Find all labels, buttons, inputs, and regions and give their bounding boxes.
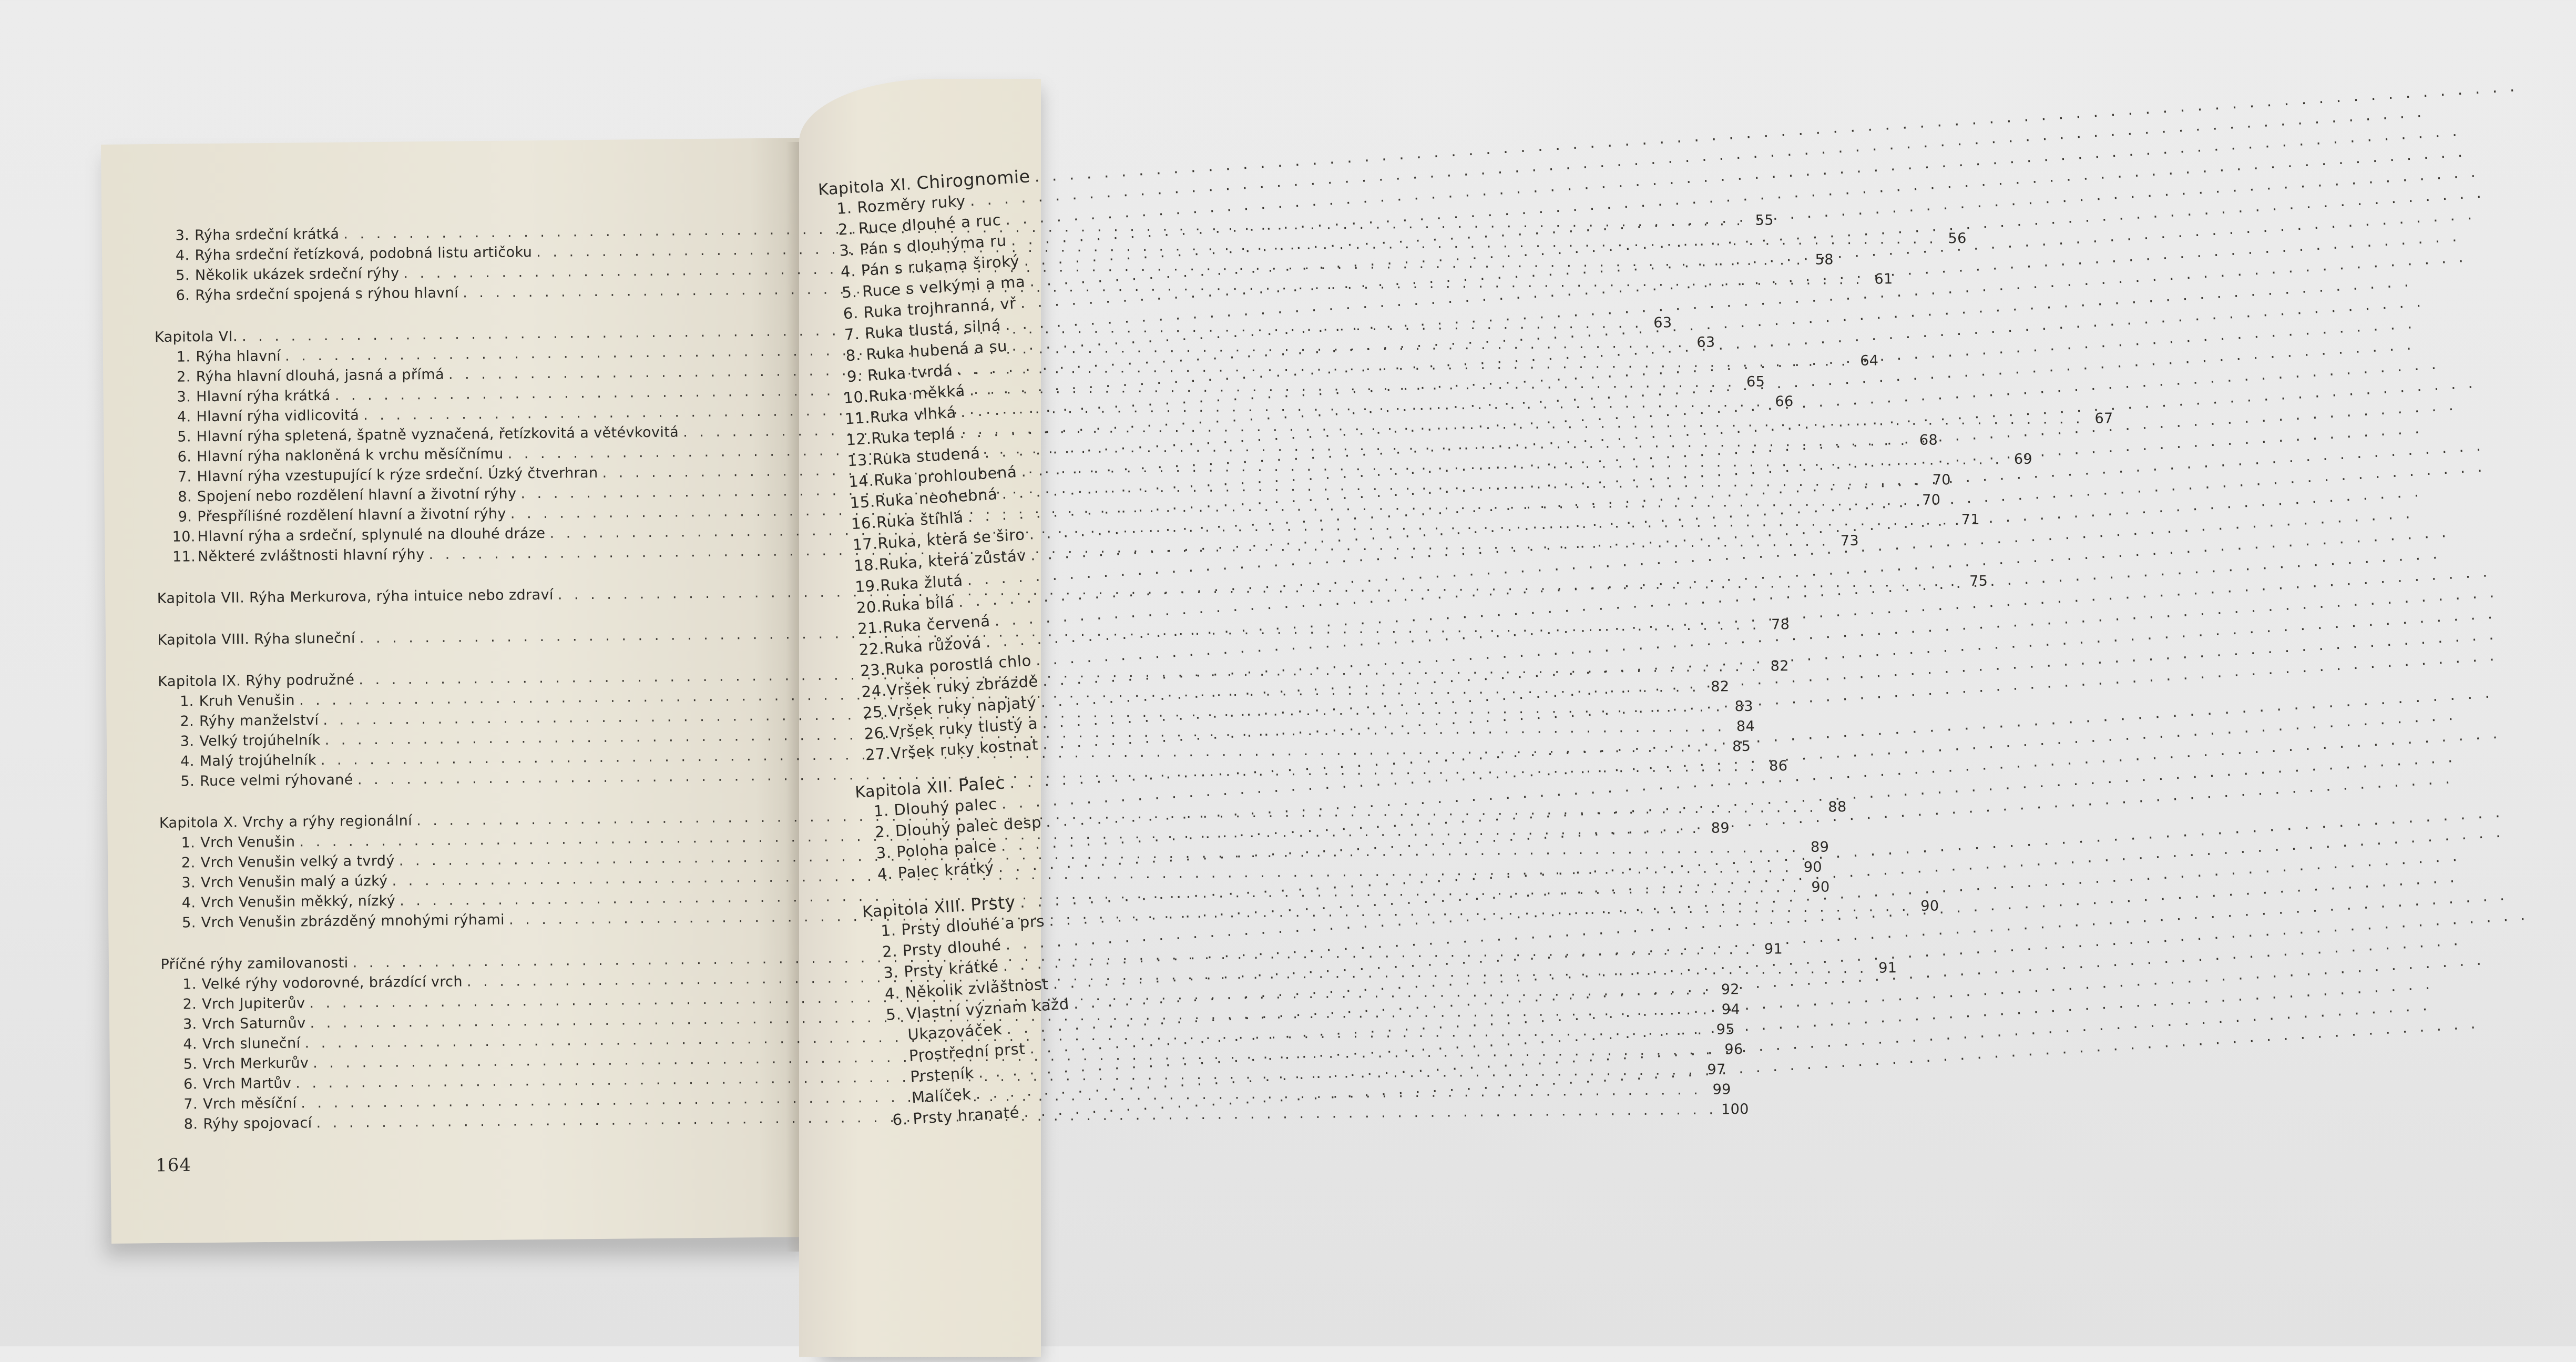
toc-page-number: 82 xyxy=(1711,678,1730,695)
toc-entry-text: Několik ukázek srdeční rýhy xyxy=(195,265,400,284)
toc-page-number: 58 xyxy=(1815,251,1834,268)
toc-entry-number: 3. xyxy=(180,733,195,750)
toc-entry-number: 24. xyxy=(861,681,887,701)
toc-entry-number: 19. xyxy=(854,576,881,596)
toc-page-number: 67 xyxy=(2094,410,2113,427)
toc-entry-number: 4. xyxy=(840,261,856,281)
toc-page-number: 82 xyxy=(1770,658,1789,675)
toc-entry-text: Ruce s velkými a ma xyxy=(862,272,1026,301)
toc-heading-text: Kapitola IX. Rýhy podružné xyxy=(158,672,355,690)
toc-entry-number: 6. xyxy=(892,1110,908,1129)
toc-entry-number: 2. xyxy=(874,822,891,841)
toc-entry-number: 27. xyxy=(865,744,891,764)
toc-entry-text: Vrch Jupiterův xyxy=(202,995,305,1013)
toc-entry-number: 20. xyxy=(855,597,882,617)
toc-entry-number: 6. xyxy=(183,1076,198,1093)
toc-entry-text: Ruka tvrdá xyxy=(866,361,954,384)
toc-entry-number: 1. xyxy=(176,349,191,365)
toc-entry-number: 4. xyxy=(177,409,191,425)
toc-entry-number: 5. xyxy=(841,282,858,302)
toc-entry-text: Ruce dlouhé a ruc xyxy=(857,210,1002,238)
toc-heading-title: Palec xyxy=(957,772,1006,796)
toc-entry-number: 1. xyxy=(836,199,853,218)
toc-page-number: 96 xyxy=(1724,1041,1743,1058)
toc-entry-text: Ruka teplá xyxy=(871,424,956,448)
toc-entry-number: 5. xyxy=(885,1005,902,1024)
page-number: 164 xyxy=(155,1154,192,1176)
toc-page-number: 90 xyxy=(1920,898,1939,914)
toc-entry-text: Vrch Venušin malý a úzký xyxy=(200,872,388,891)
toc-heading-text: Kapitola VII. Rýha Merkurova, rýha intuice nebo zdraví xyxy=(157,586,554,607)
toc-entry-text: Ruka červená xyxy=(882,612,991,636)
toc-page-number: 94 xyxy=(1721,1001,1741,1018)
toc-entry-text: Několik zvláštnost xyxy=(904,975,1049,1002)
toc-entry-number: 2. xyxy=(837,220,854,239)
toc-entry-number: 1. xyxy=(880,921,897,940)
toc-entry-number: 11. xyxy=(172,548,196,565)
toc-entry-text: Ruka bílá xyxy=(881,593,955,616)
toc-page-number: 91 xyxy=(1764,941,1783,958)
toc-entry-text: Ruce velmi rýhované xyxy=(199,771,354,790)
toc-entry-number: 1. xyxy=(873,801,890,820)
toc-heading-text: Kapitola VI. xyxy=(154,328,238,345)
toc-entry-text: Dlouhý palec desp xyxy=(894,813,1042,840)
toc-page-number: 56 xyxy=(1948,230,1967,247)
toc-entry-text: Ruka žlutá xyxy=(880,571,964,595)
toc-entry-number: 13. xyxy=(846,450,873,470)
toc-entry-number: 17. xyxy=(852,534,878,554)
toc-page-number: 92 xyxy=(1721,981,1740,998)
toc-entry-number: 1. xyxy=(179,693,194,710)
toc-page-number: 83 xyxy=(1734,698,1754,715)
toc-entry-text: Hlavní rýha spletená, špatně vyznačená, řetízkovitá a větévkovitá xyxy=(196,424,679,445)
toc-entry-number: 5. xyxy=(177,429,191,445)
toc-entry-text: Rýha hlavní dlouhá, jasná a přímá xyxy=(196,366,445,385)
toc-entry-number: 9. xyxy=(178,509,192,525)
toc-entry-number: 15. xyxy=(849,492,876,512)
toc-entry-text: Hlavní rýha vidlicovitá xyxy=(196,407,360,425)
toc-heading-label: Kapitola XIII. xyxy=(862,897,966,922)
toc-heading-title: Chirognomie xyxy=(916,166,1031,194)
toc-entry-number xyxy=(883,1040,903,1041)
toc-entry-text: Rýhy manželství xyxy=(199,712,319,730)
toc-entry-number: 3. xyxy=(175,227,190,244)
toc-page-number: 70 xyxy=(1922,492,1941,509)
toc-entry-number: 7. xyxy=(177,469,192,485)
toc-entry-number: 16. xyxy=(851,513,877,533)
toc-entry-number: 6. xyxy=(842,303,859,323)
toc-entry-text: Přespříliśné rozdělení hlavní a životní rýhy xyxy=(197,505,506,525)
toc-entry-text: Vrch Venušin zbrázděný mnohými rýhami xyxy=(201,911,505,931)
toc-entry-number: 2. xyxy=(182,996,197,1013)
toc-entry-text: Prsty dlouhé a prs xyxy=(901,912,1046,939)
toc-page-number: 66 xyxy=(1775,393,1794,410)
toc-entry-text: Pán s rukama široký xyxy=(860,251,1020,280)
toc-entry-text: Vrch Merkurův xyxy=(202,1055,309,1073)
toc-page-number: 64 xyxy=(1860,352,1879,369)
toc-entry-number: 3. xyxy=(177,389,191,405)
toc-entry-text: Rýha srdeční krátká xyxy=(195,226,340,244)
toc-entry-text: Palec krátký xyxy=(897,858,995,882)
table-of-contents-right xyxy=(817,162,1149,1132)
toc-entry-number: 10. xyxy=(843,387,870,407)
toc-entry-number: 1. xyxy=(181,835,196,851)
toc-page-number: 89 xyxy=(1810,839,1829,856)
toc-entry-text: Ruka tlustá, silná xyxy=(864,316,1001,343)
toc-entry-number: 8. xyxy=(178,489,192,505)
toc-entry-text: Hlavní rýha a srdeční, splynulé na dlouhé dráze xyxy=(197,525,546,545)
toc-entry-number: 1. xyxy=(182,976,197,993)
toc-entry-text: Hlavní rýha vzestupující k rýze srdeční. Úzký čtverhran xyxy=(197,464,598,485)
toc-entry-text: Hlavní rýha nakloněná k vrchu měsíčnímu xyxy=(197,445,504,465)
toc-entry-text: Prsty krátké xyxy=(903,957,999,981)
toc-entry-text: Vršek ruky tlustý a xyxy=(888,714,1039,741)
toc-page-number: 61 xyxy=(1874,271,1893,288)
toc-entry-number: 7. xyxy=(183,1096,198,1113)
toc-page-number: 69 xyxy=(2013,451,2033,468)
toc-entry-text: Ruka růžová xyxy=(883,633,982,657)
toc-page-number: 78 xyxy=(1771,616,1790,633)
toc-entry-text: Malíček xyxy=(911,1085,972,1107)
toc-entry-number: 18. xyxy=(853,555,880,575)
toc-entry-text: Rozměry ruky xyxy=(856,191,966,217)
toc-entry-text: Vršek ruky kostnat xyxy=(890,735,1039,763)
toc-entry-number: 22. xyxy=(858,639,885,659)
toc-page-number: 100 xyxy=(1721,1101,1749,1118)
toc-entry-text: Vlastní význam každ xyxy=(906,994,1070,1023)
toc-page-number: 99 xyxy=(1712,1081,1731,1098)
toc-entry-number: 5. xyxy=(183,1056,198,1073)
toc-entry-text: Ruka studená xyxy=(872,444,981,469)
toc-page-number: 88 xyxy=(1828,799,1847,816)
toc-heading-title: Prsty xyxy=(970,891,1016,915)
toc-entry-number: 11. xyxy=(844,408,871,428)
toc-entry-number xyxy=(887,1103,907,1104)
toc-entry-number: 3. xyxy=(181,875,196,891)
toc-entry-text: Ruka porostlá chlo xyxy=(885,651,1032,678)
toc-entry-text: Ukazováček xyxy=(907,1020,1003,1044)
toc-page-number: 89 xyxy=(1711,820,1730,837)
toc-page-number: 85 xyxy=(1732,738,1751,755)
toc-entry-text: Rýha hlavní xyxy=(196,348,281,365)
toc-entry-number: 2. xyxy=(181,855,196,871)
toc-entry-number: 8. xyxy=(845,345,862,365)
toc-page-number: 95 xyxy=(1716,1021,1735,1038)
toc-entry-text: Ruka štíhlá xyxy=(876,508,964,532)
toc-entry-number: 4. xyxy=(877,864,893,883)
toc-entry-text: Ruka měkká xyxy=(868,381,966,405)
toc-page-number: 90 xyxy=(1803,859,1823,876)
toc-entry-number xyxy=(884,1061,904,1062)
toc-entry-number: 5. xyxy=(180,773,195,790)
toc-entry-number: 5. xyxy=(176,267,190,284)
toc-heading-label: Kapitola XII. xyxy=(854,777,954,802)
toc-entry-text: Velké rýhy vodorovné, brázdící vrch xyxy=(201,973,463,993)
toc-entry-number: 26. xyxy=(863,723,890,743)
toc-entry-number: 3. xyxy=(182,1016,197,1033)
toc-page-number: 90 xyxy=(1811,879,1830,896)
toc-page-number: 63 xyxy=(1696,334,1715,351)
toc-entry-text: Vrch Venušin měkký, nízký xyxy=(201,892,396,911)
toc-entry-text: Spojení nebo rozdělení hlavní a životní rýhy xyxy=(197,485,517,505)
toc-entry-number: 8. xyxy=(183,1116,198,1133)
toc-entry-number: 5. xyxy=(182,914,196,931)
toc-entry-number: 6. xyxy=(176,287,190,304)
toc-entry-text: Ruka hubená a su xyxy=(865,337,1008,363)
toc-entry-number: 25. xyxy=(862,702,889,722)
toc-entry-text: Vrch Saturnův xyxy=(202,1015,306,1033)
toc-entry-text: Hlavní rýha krátká xyxy=(196,387,331,405)
toc-entry-text: Rýha srdeční spojená s rýhou hlavní xyxy=(195,284,459,304)
toc-entry-text: Vrch Martův xyxy=(202,1075,292,1093)
toc-page-number: 65 xyxy=(1746,373,1765,390)
toc-entry-number: 3. xyxy=(883,963,899,982)
toc-entry-number: 7. xyxy=(844,324,861,344)
toc-entry-text: Některé zvláštnosti hlavní rýhy xyxy=(197,546,425,565)
toc-page-number: 68 xyxy=(1919,432,1938,449)
toc-entry-text: Malý trojúhelník xyxy=(199,752,316,770)
toc-heading-text: Příčné rýhy zamilovanosti xyxy=(160,954,349,973)
toc-entry-number xyxy=(885,1082,905,1083)
toc-entry-number: 4. xyxy=(884,984,901,1003)
toc-entry-number: 4. xyxy=(183,1036,198,1053)
toc-page-number: 75 xyxy=(1969,573,1988,589)
toc-entry-text: Prostřední prst xyxy=(908,1039,1026,1065)
toc-heading-text: Kapitola VIII. Rýha sluneční xyxy=(157,630,355,648)
toc-entry-text: Vrch sluneční xyxy=(202,1035,301,1053)
toc-entry-text: Vršek ruky zbrázdě xyxy=(886,672,1039,699)
toc-entry-text: Kruh Venušin xyxy=(199,692,295,710)
toc-entry-number: 21. xyxy=(857,618,884,638)
toc-entry-text: Ruka, která zůstáv xyxy=(878,546,1027,574)
toc-page-number: 84 xyxy=(1736,718,1755,735)
toc-entry-text: Ruka prohloubená xyxy=(873,462,1018,490)
toc-entry-number: 14. xyxy=(848,471,875,491)
toc-entry-number: 3. xyxy=(875,843,892,862)
toc-entry-text: Poloha palce xyxy=(896,837,997,861)
toc-entry-number: 4. xyxy=(181,895,196,911)
toc-entry-number: 2. xyxy=(882,942,898,961)
toc-entry-text: Velký trojúhelník xyxy=(199,731,321,750)
toc-entry-text: Prsty dlouhé xyxy=(902,936,1002,960)
toc-page-number: 73 xyxy=(1840,532,1859,550)
toc-entry-text: Prsty hranaté xyxy=(912,1103,1020,1128)
toc-entry-text: Ruka neohebná xyxy=(874,485,998,511)
toc-page-number: 70 xyxy=(1932,472,1951,489)
toc-entry-text: Vrch měsíční xyxy=(202,1095,297,1113)
toc-page-number: 63 xyxy=(1653,314,1672,331)
toc-entry-text: Ruka vlhká xyxy=(869,403,957,426)
toc-entry-number: 12. xyxy=(845,429,872,449)
toc-heading-label: Kapitola XI. xyxy=(817,175,912,199)
toc-entry-number: 6. xyxy=(177,449,192,465)
toc-entry-text: Ruka, která se širo xyxy=(877,525,1026,553)
toc-entry-number: 2. xyxy=(180,713,195,730)
toc-entry-text: Rýhy spojovací xyxy=(203,1115,312,1133)
toc-entry-text: Dlouhý palec xyxy=(893,795,998,819)
toc-entry-text: Pán s dlouhýma ru xyxy=(859,231,1007,259)
toc-entry-text: Rýha srdeční řetízková, podobná listu artičoku xyxy=(195,244,533,264)
toc-entry-number: 4. xyxy=(180,753,195,770)
toc-entry-text: Vrch Venušin xyxy=(200,834,295,851)
toc-entry-text: Vršek ruky napjatý xyxy=(887,693,1037,720)
toc-entry-text: Prsteník xyxy=(909,1064,975,1086)
toc-page-number: 86 xyxy=(1769,758,1788,775)
toc-entry-number: 10. xyxy=(172,528,196,545)
toc-entry-number: 3. xyxy=(839,240,855,260)
toc-entry-number: 4. xyxy=(175,247,190,264)
toc-page-number: 91 xyxy=(1878,960,1897,977)
toc-page-number: 55 xyxy=(1755,212,1774,229)
toc-entry-number: 9. xyxy=(846,367,863,386)
toc-page-number: 71 xyxy=(1961,511,1980,528)
toc-entry-number: 23. xyxy=(860,660,886,680)
toc-entry-text: Ruka trojhranná, vř xyxy=(863,294,1017,322)
toc-entry-number: 2. xyxy=(177,369,191,385)
toc-page-number: 97 xyxy=(1707,1061,1726,1078)
toc-heading-text: Kapitola X. Vrchy a rýhy regionální xyxy=(159,812,413,831)
toc-entry-text: Vrch Venušin velký a tvrdý xyxy=(200,852,395,871)
